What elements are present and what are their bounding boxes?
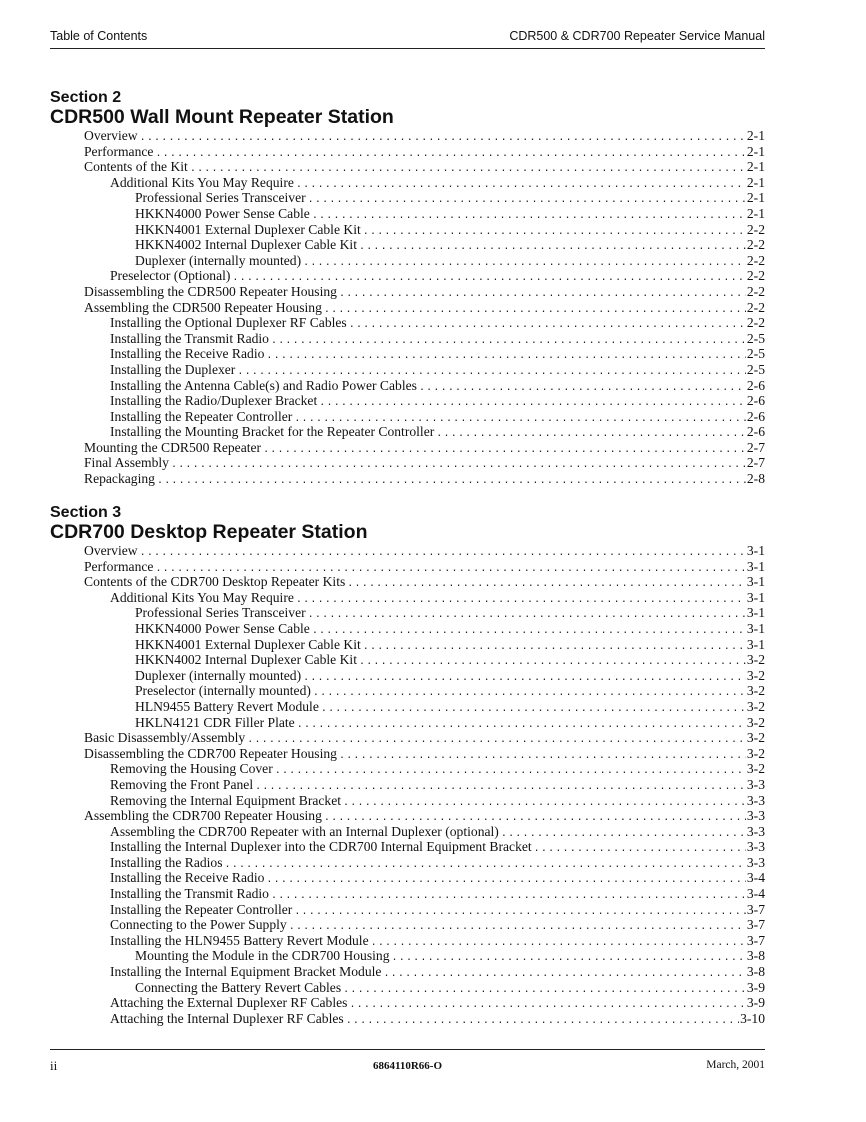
toc-entry-page: 3-2 [746,730,765,746]
toc-entry-title: Installing the Radios [110,854,223,870]
toc-entry-title: HKKN4001 External Duplexer Cable Kit [135,221,361,237]
toc-entry-page: 2-2 [746,299,765,315]
toc-entry-title: Assembling the CDR700 Repeater with an Internal Duplexer (optional) [110,823,499,839]
toc-entry[interactable] [110,824,765,840]
section-3-number: Section 3 [50,504,122,521]
toc-entry[interactable] [110,995,765,1011]
toc-entry-page: 3-2 [746,652,765,668]
toc-entry[interactable] [84,543,765,559]
toc-entry[interactable] [135,715,765,731]
toc-entry-page: 2-1 [746,174,765,190]
dot-leader [344,1013,739,1029]
toc-entry-page: 3-3 [746,839,765,855]
toc-entry-title: Repackaging [84,471,155,487]
toc-entry-title: Connecting the Battery Revert Cables [135,979,342,995]
toc-entry[interactable] [84,144,765,160]
section-2-title: CDR500 Wall Mount Repeater Station [50,106,394,128]
toc-entry[interactable] [110,761,765,777]
toc-entry-page: 2-5 [746,361,765,377]
header-manual-name: CDR500 & CDR700 Repeater Service Manual [509,29,765,43]
toc-entry[interactable] [110,1011,765,1027]
toc-entry[interactable] [110,777,765,793]
toc-entry-page: 2-6 [746,393,765,409]
toc-entry-title: Installing the Optional Duplexer RF Cables [110,315,347,331]
toc-entry[interactable] [110,393,765,409]
toc-entry-title: Removing the Internal Equipment Bracket [110,792,342,808]
toc-entry-title: Installing the Receive Radio [110,870,265,886]
toc-entry-page: 2-5 [746,346,765,362]
toc-entry-title: Removing the Front Panel [110,776,254,792]
toc-entry-page: 3-7 [746,932,765,948]
toc-entry-page: 3-1 [746,620,765,636]
toc-entry-title: Performance [84,558,154,574]
toc-entry-title: Installing the Internal Duplexer into the CDR700 Internal Equipment Bracket [110,839,532,855]
toc-entry-page: 2-2 [746,221,765,237]
toc-entry-page: 2-2 [746,268,765,284]
toc-entry-page: 3-1 [746,543,765,558]
toc-entry-page: 2-6 [746,408,765,424]
toc-entry[interactable] [110,315,765,331]
toc-entry-title: Duplexer (internally mounted) [135,667,302,683]
toc-entry-title: Connecting to the Power Supply [110,917,287,933]
toc-entry-page: 2-1 [746,128,765,143]
toc-entry[interactable] [135,206,765,222]
toc-entry[interactable] [135,699,765,715]
header-title: Table of Contents [50,29,148,43]
toc-entry-page: 2-1 [746,159,765,175]
toc-entry[interactable] [110,590,765,606]
toc-entry-title: Assembling the CDR500 Repeater Housing [84,299,322,315]
toc-entry-page: 3-1 [746,574,765,590]
toc-entry-title: HKKN4000 Power Sense Cable [135,620,310,636]
toc-entry-page: 2-1 [746,190,765,206]
toc-entry-title: Basic Disassembly/Assembly [84,730,246,746]
toc-entry-title: Mounting the CDR500 Repeater [84,439,262,455]
toc-entry[interactable] [84,300,765,316]
toc-entry-page: 2-7 [746,439,765,455]
page-header [50,28,765,49]
toc-entry[interactable] [84,284,765,300]
toc-entry[interactable] [135,605,765,621]
toc-entry-title: Disassembling the CDR700 Repeater Housing [84,745,337,761]
toc-entry[interactable] [84,128,765,144]
toc-entry-title: Final Assembly [84,455,169,471]
toc-entry-page: 3-1 [746,636,765,652]
toc-entry[interactable] [84,440,765,456]
toc-entry-page: 3-2 [746,683,765,699]
toc-entry-page: 2-2 [746,283,765,299]
toc-entry-page: 2-6 [746,377,765,393]
toc-entry[interactable] [110,917,765,933]
toc-entry-page: 3-3 [746,776,765,792]
toc-entry-page: 3-3 [746,792,765,808]
toc-entry-title: Installing the Internal Equipment Bracket Module [110,964,382,980]
toc-entry[interactable] [110,346,765,362]
page-number: ii [50,1058,58,1073]
toc-entry-title: Additional Kits You May Require [110,174,294,190]
section-2-number: Section 2 [50,89,122,106]
toc-entry-title: Installing the Receive Radio [110,346,265,362]
toc-entry[interactable] [84,574,765,590]
document-number: 6864110R66-O [372,1060,443,1072]
toc-entry-page: 3-4 [746,870,765,886]
toc-entry[interactable] [110,175,765,191]
toc-entry-title: HKKN4002 Internal Duplexer Cable Kit [135,237,357,253]
toc-entry-page: 3-8 [746,964,765,980]
toc-entry[interactable] [84,730,765,746]
toc-entry[interactable] [110,378,765,394]
toc-entry[interactable] [110,902,765,918]
toc-entry-page: 2-2 [746,252,765,268]
toc-entry-page: 3-7 [746,917,765,933]
toc-entry-title: Installing the Repeater Controller [110,901,293,917]
toc-entry-title: Installing the HLN9455 Battery Revert Module [110,932,369,948]
toc-entry[interactable] [135,253,765,269]
toc-entry[interactable] [110,870,765,886]
toc-entry-page: 3-8 [746,948,765,964]
toc-entry[interactable] [135,948,765,964]
toc-entry[interactable] [135,222,765,238]
toc-entry-title: Professional Series Transceiver [135,605,306,621]
toc-entry[interactable] [110,793,765,809]
toc-entry-title: Attaching the External Duplexer RF Cables [110,995,348,1011]
publication-date: March, 2001 [706,1059,765,1071]
toc-entry-title: Duplexer (internally mounted) [135,252,302,268]
toc-entry-page: 3-3 [746,808,765,824]
toc-entry-title: HKKN4001 External Duplexer Cable Kit [135,636,361,652]
section-2-toc [0,128,866,487]
toc-entry-title: Contents of the CDR700 Desktop Repeater Kits [84,574,346,590]
toc-entry-page: 2-1 [746,205,765,221]
toc-entry-title: Additional Kits You May Require [110,589,294,605]
toc-entry[interactable] [135,237,765,253]
toc-entry[interactable] [110,424,765,440]
toc-entry[interactable] [135,668,765,684]
toc-entry[interactable] [84,455,765,471]
toc-entry-title: Overview [84,128,138,143]
toc-entry-page: 3-1 [746,589,765,605]
toc-entry-page: 3-2 [746,667,765,683]
toc-entry[interactable] [110,362,765,378]
toc-entry-title: HLN9455 Battery Revert Module [135,698,319,714]
toc-entry-title: HKKN4002 Internal Duplexer Cable Kit [135,652,357,668]
toc-entry-title: Performance [84,143,154,159]
toc-entry-page: 3-1 [746,605,765,621]
toc-entry-page: 2-8 [746,471,765,487]
toc-entry-page: 2-2 [746,237,765,253]
toc-entry[interactable] [84,559,765,575]
toc-entry[interactable] [84,808,765,824]
toc-entry-page: 2-1 [746,143,765,159]
toc-entry-page: 3-2 [746,761,765,777]
toc-entry[interactable] [84,746,765,762]
toc-entry-title: Contents of the Kit [84,159,188,175]
toc-entry-page: 3-3 [746,854,765,870]
toc-entry[interactable] [110,933,765,949]
toc-entry-title: Installing the Duplexer [110,361,236,377]
toc-entry-page: 3-9 [746,995,765,1011]
toc-entry[interactable] [110,886,765,902]
toc-entry-title: Professional Series Transceiver [135,190,306,206]
toc-entry[interactable] [110,331,765,347]
toc-entry-title: Installing the Radio/Duplexer Bracket [110,393,318,409]
toc-entry-page: 3-3 [746,823,765,839]
toc-entry-page: 2-5 [746,330,765,346]
toc-entry[interactable] [135,980,765,996]
toc-entry-page: 3-2 [746,745,765,761]
toc-entry-title: HKLN4121 CDR Filler Plate [135,714,295,730]
toc-entry-page: 3-9 [746,979,765,995]
toc-entry-title: Installing the Mounting Bracket for the Repeater Controller [110,424,435,440]
toc-entry-page: 3-10 [740,1010,765,1026]
page-footer [50,1049,765,1080]
toc-entry-title: Attaching the Internal Duplexer RF Cables [110,1010,344,1026]
toc-entry[interactable] [135,190,765,206]
toc-entry-page: 3-2 [746,698,765,714]
toc-entry[interactable] [135,621,765,637]
toc-entry[interactable] [110,409,765,425]
toc-entry-title: Installing the Repeater Controller [110,408,293,424]
toc-entry-title: HKKN4000 Power Sense Cable [135,205,310,221]
toc-entry-title: Preselector (Optional) [110,268,231,284]
toc-entry-title: Installing the Transmit Radio [110,330,269,346]
toc-entry[interactable] [135,652,765,668]
toc-entry-title: Preselector (internally mounted) [135,683,311,699]
toc-entry-page: 2-2 [746,315,765,331]
section-3-title: CDR700 Desktop Repeater Station [50,521,368,543]
toc-entry-page: 3-7 [746,901,765,917]
toc-entry-page: 3-4 [746,886,765,902]
toc-entry-title: Assembling the CDR700 Repeater Housing [84,808,322,824]
dot-leader [155,473,746,489]
toc-entry[interactable] [110,268,765,284]
toc-entry[interactable] [84,159,765,175]
toc-entry-page: 3-2 [746,714,765,730]
toc-entry-title: Removing the Housing Cover [110,761,273,777]
toc-entry-page: 3-1 [746,558,765,574]
toc-entry[interactable] [110,964,765,980]
toc-entry[interactable] [135,683,765,699]
toc-entry-title: Installing the Antenna Cable(s) and Radio Power Cables [110,377,417,393]
toc-entry-page: 2-7 [746,455,765,471]
toc-entry-title: Disassembling the CDR500 Repeater Housing [84,283,337,299]
section-3-toc [0,543,866,1026]
toc-entry-title: Mounting the Module in the CDR700 Housing [135,948,390,964]
toc-entry[interactable] [110,855,765,871]
toc-entry-title: Installing the Transmit Radio [110,886,269,902]
toc-entry-title: Overview [84,543,138,558]
toc-entry-page: 2-6 [746,424,765,440]
toc-entry[interactable] [84,471,765,487]
toc-entry[interactable] [135,637,765,653]
toc-entry[interactable] [110,839,765,855]
